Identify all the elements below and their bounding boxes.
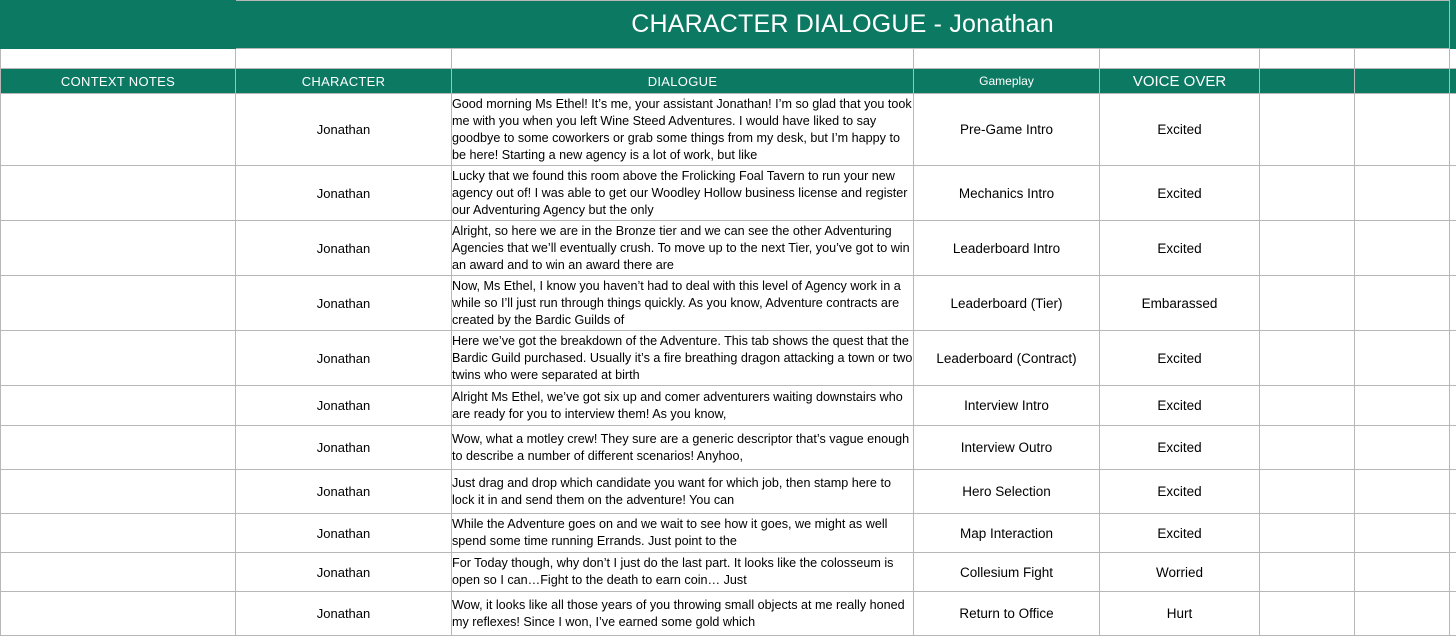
table-row (1, 386, 1456, 426)
spacer-cell-6 (1260, 49, 1355, 69)
column-header-row (1, 69, 1456, 94)
cell-dialogue[interactable] (452, 514, 914, 553)
cell-extra-2[interactable] (1355, 331, 1450, 386)
cell-extra-3[interactable] (1450, 166, 1456, 221)
cell-voice-over[interactable]: Worried (1100, 553, 1260, 592)
dialogue-text: For Today though, why don’t I just do the last part. It looks like the colosseum is open so I can…Fight to the death to earn coin… Just (452, 556, 894, 587)
table-row (1, 553, 1456, 592)
cell-context-notes[interactable] (1, 386, 236, 426)
cell-voice-over[interactable]: Embarassed (1100, 276, 1260, 331)
cell-extra-1[interactable] (1260, 553, 1355, 592)
dialogue-text: Alright Ms Ethel, we’ve got six up and comer adventurers waiting downstairs who are ready for you to interview them! As you know, (452, 389, 903, 421)
table-row (1, 221, 1456, 276)
cell-extra-1[interactable] (1260, 331, 1355, 386)
cell-dialogue[interactable] (452, 470, 914, 514)
table-row (1, 94, 1456, 166)
cell-character[interactable]: Jonathan (236, 276, 452, 331)
dialogue-text: Alright, so here we are in the Bronze tier and we can see the other Adventuring Agencies that we’ll eventually crush. To move up to the next Tier, you’ve got to win an award and to win an award there are (452, 223, 910, 272)
cell-voice-over[interactable]: Excited (1100, 470, 1260, 514)
table-row (1, 514, 1456, 553)
spacer-cell-3 (452, 49, 914, 69)
cell-extra-3[interactable] (1450, 94, 1456, 166)
cell-dialogue[interactable] (452, 94, 914, 166)
column-header-gameplay[interactable]: Gameplay (914, 69, 1100, 94)
cell-gameplay[interactable]: Interview Outro (914, 426, 1100, 470)
cell-extra-3[interactable] (1450, 592, 1456, 636)
cell-extra-3[interactable] (1450, 386, 1456, 426)
cell-character[interactable]: Jonathan (236, 592, 452, 636)
cell-context-notes[interactable] (1, 426, 236, 470)
cell-gameplay[interactable]: Leaderboard (Tier) (914, 276, 1100, 331)
cell-extra-2[interactable] (1355, 514, 1450, 553)
cell-extra-1[interactable] (1260, 514, 1355, 553)
cell-voice-over[interactable]: Excited (1100, 94, 1260, 166)
dialogue-text: Lucky that we found this room above the Frolicking Foal Tavern to run your new agency out of! I was able to get our Woodley Hollow business license and register our Adventuring Agency but the only (452, 168, 908, 217)
cell-context-notes[interactable] (1, 553, 236, 592)
cell-context-notes[interactable] (1, 514, 236, 553)
cell-character[interactable]: Jonathan (236, 166, 452, 221)
dialogue-text: Good morning Ms Ethel! It’s me, your assistant Jonathan! I’m so glad that you took me with you when you left Wine Steed Adventures. I would have liked to say goodbye to some coworkers or grab some things from my desk, but I’m happy to be here! Starting a new agency is a lot of work, but like (452, 96, 912, 162)
cell-dialogue[interactable] (452, 331, 914, 386)
cell-dialogue[interactable] (452, 426, 914, 470)
column-header-extra-2[interactable] (1355, 69, 1450, 94)
cell-extra-3[interactable] (1450, 276, 1456, 331)
dialogue-text: Now, Ms Ethel, I know you haven’t had to deal with this level of Agency work in a while so I’ll just run through things quickly. As you know, Adventure contracts are created by the Bardic Guilds of (452, 278, 901, 327)
cell-extra-2[interactable] (1355, 592, 1450, 636)
cell-gameplay[interactable]: Leaderboard Intro (914, 221, 1100, 276)
cell-dialogue[interactable] (452, 553, 914, 592)
cell-extra-2[interactable] (1355, 386, 1450, 426)
cell-character[interactable]: Jonathan (236, 221, 452, 276)
cell-gameplay[interactable]: Leaderboard (Contract) (914, 331, 1100, 386)
dialogue-text: Wow, what a motley crew! They sure are a generic descriptor that’s vague enough to describe a number of different scenarios! Anyhoo, (452, 431, 910, 463)
cell-extra-3[interactable] (1450, 426, 1456, 470)
cell-gameplay[interactable]: Interview Intro (914, 386, 1100, 426)
cell-gameplay[interactable]: Map Interaction (914, 514, 1100, 553)
title-right-pad (1450, 1, 1456, 49)
cell-extra-3[interactable] (1450, 553, 1456, 592)
cell-extra-2[interactable] (1355, 166, 1450, 221)
cell-extra-3[interactable] (1450, 470, 1456, 514)
cell-context-notes[interactable] (1, 166, 236, 221)
cell-dialogue[interactable] (452, 592, 914, 636)
title-left-pad (1, 1, 236, 49)
cell-gameplay[interactable]: Hero Selection (914, 470, 1100, 514)
cell-dialogue[interactable] (452, 276, 914, 331)
column-header-character[interactable]: CHARACTER (236, 69, 452, 94)
cell-voice-over[interactable]: Hurt (1100, 592, 1260, 636)
cell-context-notes[interactable] (1, 221, 236, 276)
cell-extra-3[interactable] (1450, 331, 1456, 386)
cell-dialogue[interactable] (452, 221, 914, 276)
cell-extra-1[interactable] (1260, 386, 1355, 426)
cell-voice-over[interactable]: Excited (1100, 426, 1260, 470)
cell-extra-2[interactable] (1355, 276, 1450, 331)
dialogue-text: Just drag and drop which candidate you want for which job, then stamp here to lock it in and send them on the adventure! You can (452, 475, 891, 507)
cell-character[interactable]: Jonathan (236, 94, 452, 166)
cell-extra-1[interactable] (1260, 94, 1355, 166)
cell-extra-2[interactable] (1355, 426, 1450, 470)
cell-gameplay[interactable]: Collesium Fight (914, 553, 1100, 592)
cell-voice-over[interactable]: Excited (1100, 166, 1260, 221)
cell-dialogue[interactable] (452, 166, 914, 221)
cell-context-notes[interactable] (1, 276, 236, 331)
cell-extra-2[interactable] (1355, 553, 1450, 592)
cell-extra-2[interactable] (1355, 470, 1450, 514)
dialogue-text: While the Adventure goes on and we wait to see how it goes, we might as well spend some time running Errands. Just point to the (452, 517, 888, 548)
cell-extra-1[interactable] (1260, 221, 1355, 276)
cell-context-notes[interactable] (1, 592, 236, 636)
cell-character[interactable]: Jonathan (236, 386, 452, 426)
column-header-extra-3[interactable] (1450, 69, 1456, 94)
spacer-cell-8 (1450, 49, 1456, 69)
spacer-cell-2 (236, 49, 452, 69)
column-header-context-notes[interactable]: CONTEXT NOTES (1, 69, 236, 94)
title-row (1, 1, 1456, 49)
column-header-extra-1[interactable] (1260, 69, 1355, 94)
spacer-cell-4 (914, 49, 1100, 69)
column-header-dialogue[interactable]: DIALOGUE (452, 69, 914, 94)
cell-character[interactable]: Jonathan (236, 514, 452, 553)
cell-extra-1[interactable] (1260, 276, 1355, 331)
column-header-voice-over[interactable]: VOICE OVER (1100, 69, 1260, 94)
table-row (1, 166, 1456, 221)
spacer-cell-5 (1100, 49, 1260, 69)
cell-character[interactable]: Jonathan (236, 553, 452, 592)
cell-extra-2[interactable] (1355, 221, 1450, 276)
spacer-cell-7 (1355, 49, 1450, 69)
cell-gameplay[interactable]: Return to Office (914, 592, 1100, 636)
dialogue-text: Here we’ve got the breakdown of the Adventure. This tab shows the quest that the Bardic Guild purchased. Usually it’s a fire breathing dragon attacking a town or two twins who were separated at birth (452, 333, 913, 382)
table-row (1, 276, 1456, 331)
cell-extra-3[interactable] (1450, 514, 1456, 553)
table-row (1, 470, 1456, 514)
cell-extra-2[interactable] (1355, 94, 1450, 166)
cell-voice-over[interactable]: Excited (1100, 221, 1260, 276)
spacer-row (1, 49, 1456, 69)
cell-extra-1[interactable] (1260, 426, 1355, 470)
page-title: CHARACTER DIALOGUE - Jonathan (236, 1, 1450, 49)
cell-extra-1[interactable] (1260, 592, 1355, 636)
spacer-cell-1 (1, 49, 236, 69)
table-row (1, 331, 1456, 386)
cell-gameplay[interactable]: Pre-Game Intro (914, 94, 1100, 166)
dialogue-text: Wow, it looks like all those years of you throwing small objects at me really honed my reflexes! Since I won, I’ve earned some gold which (452, 597, 905, 629)
cell-voice-over[interactable]: Excited (1100, 386, 1260, 426)
cell-extra-1[interactable] (1260, 470, 1355, 514)
cell-voice-over[interactable]: Excited (1100, 331, 1260, 386)
cell-character[interactable]: Jonathan (236, 331, 452, 386)
table-row (1, 426, 1456, 470)
cell-dialogue[interactable] (452, 386, 914, 426)
cell-extra-3[interactable] (1450, 221, 1456, 276)
cell-character[interactable]: Jonathan (236, 470, 452, 514)
cell-gameplay[interactable]: Mechanics Intro (914, 166, 1100, 221)
cell-voice-over[interactable]: Excited (1100, 514, 1260, 553)
table-body (1, 1, 1456, 636)
cell-context-notes[interactable] (1, 331, 236, 386)
cell-context-notes[interactable] (1, 470, 236, 514)
table-row (1, 592, 1456, 636)
cell-character[interactable]: Jonathan (236, 426, 452, 470)
cell-extra-1[interactable] (1260, 166, 1355, 221)
cell-context-notes[interactable] (1, 94, 236, 166)
